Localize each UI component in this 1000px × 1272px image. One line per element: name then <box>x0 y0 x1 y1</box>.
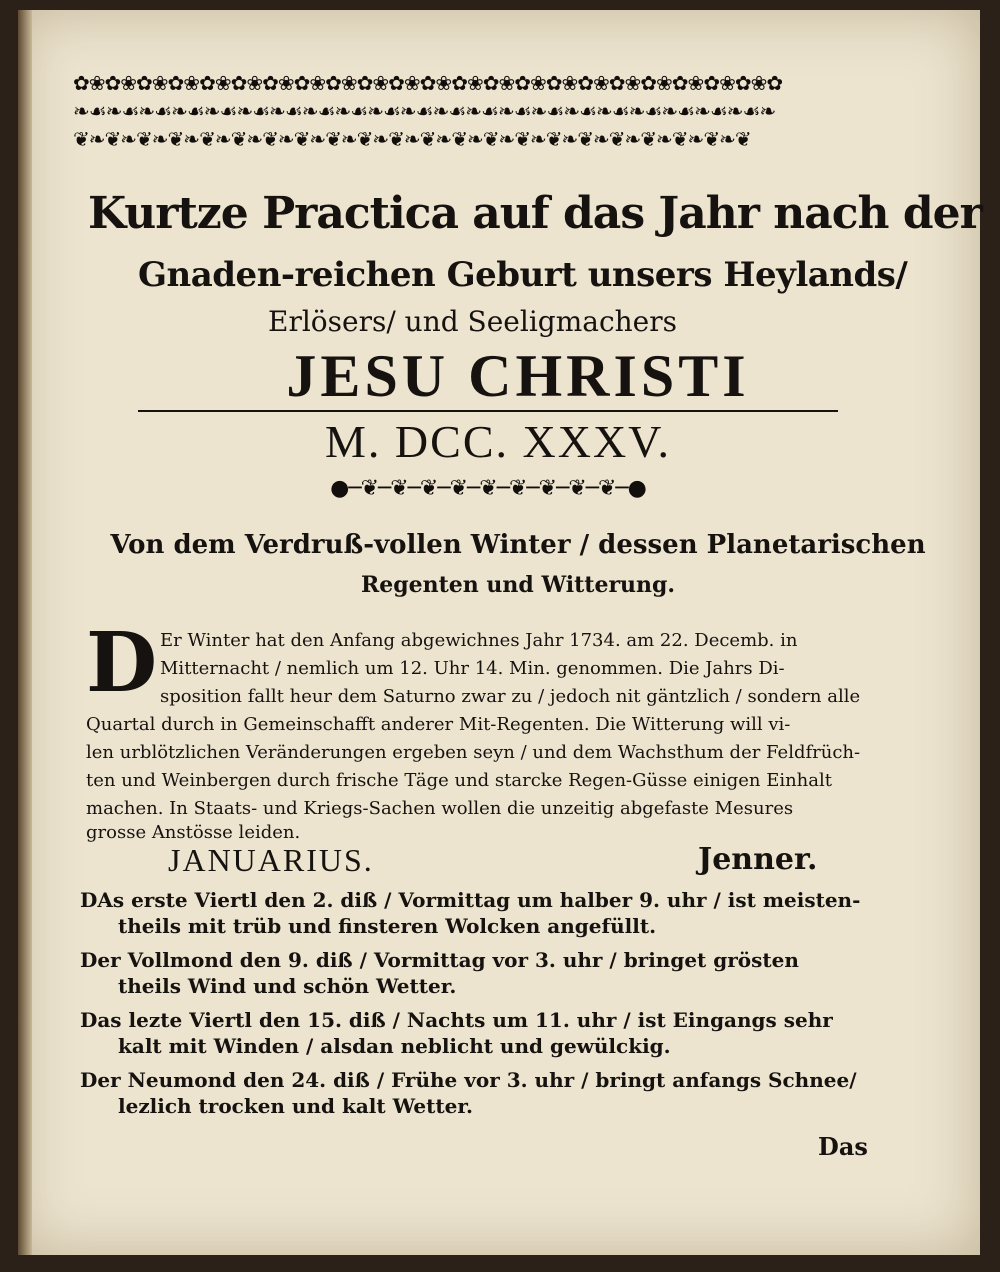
section-heading: Von dem Verdruß-vollen Winter / dessen Planetarischen <box>110 530 926 560</box>
paragraph-line: Er Winter hat den Anfang abgewichnes Jahr 1734. am 22. Decemb. in <box>160 630 798 651</box>
ornament-row: ✿❀✿❀✿❀✿❀✿❀✿❀✿❀✿❀✿❀✿❀✿❀✿❀✿❀✿❀✿❀✿❀✿❀✿❀✿❀✿❀✿❀✿❀✿ <box>73 72 783 94</box>
ornament-row: ❦❧❦❧❦❧❦❧❦❧❦❧❦❧❦❧❦❧❦❧❦❧❦❧❦❧❦❧❦❧❦❧❦❧❦❧❦❧❦❧❦❧❦ <box>73 128 751 150</box>
paragraph-line: Quartal durch in Gemeinschafft anderer Mit-Regenten. Die Witterung will vi- <box>86 714 791 735</box>
paragraph-line: sposition fallt heur dem Saturno zwar zu / jedoch nit gäntzlich / sondern alle <box>160 686 861 707</box>
title-year: M. DCC. XXXV. <box>325 416 671 467</box>
month-entry-line: DAs erste Viertl den 2. diß / Vormittag um halber 9. uhr / ist meisten- <box>80 888 861 912</box>
paragraph-line: ten und Weinbergen durch frische Täge und starcke Regen-Güsse einigen Einhalt <box>86 770 832 791</box>
month-latin: JANUARIUS. <box>168 842 374 878</box>
section-subheading: Regenten und Witterung. <box>360 572 676 598</box>
book-page <box>18 10 980 1255</box>
paragraph-line: machen. In Staats- und Kriegs-Sachen wollen die unzeitig abgefaste Mesures <box>86 798 794 819</box>
drop-cap: D <box>86 615 158 711</box>
month-entry-line: theils mit trüb und finsteren Wolcken angefüllt. <box>118 914 657 938</box>
paragraph-line: Mitternacht / nemlich um 12. Uhr 14. Min. genommen. Die Jahrs Di- <box>160 658 785 679</box>
ornament-divider: ●─❦─❦─❦─❦─❦─❦─❦─❦─❦─● <box>330 478 646 500</box>
ornament-row: ❧☙❧☙❧☙❧☙❧☙❧☙❧☙❧☙❧☙❧☙❧☙❧☙❧☙❧☙❧☙❧☙❧☙❧☙❧☙❧☙❧☙❧ <box>73 100 776 122</box>
month-entry-line: theils Wind und schön Wetter. <box>118 974 457 998</box>
binding-gutter <box>18 10 32 1255</box>
title-line-1: Kurtze Practica auf das Jahr nach der <box>88 188 982 239</box>
title-line-3: Erlösers/ und Seeligmachers <box>268 305 677 338</box>
title-line-2: Gnaden-reichen Geburt unsers Heylands/ <box>138 255 908 295</box>
month-entry-line: Das lezte Viertl den 15. diß / Nachts um 11. uhr / ist Eingangs sehr <box>80 1008 833 1032</box>
paragraph-line: grosse Anstösse leiden. <box>86 822 301 843</box>
catchword: Das <box>818 1132 868 1161</box>
month-entry-line: lezlich trocken und kalt Wetter. <box>118 1094 473 1118</box>
month-entry-line: Der Neumond den 24. diß / Frühe vor 3. uhr / bringt anfangs Schnee/ <box>80 1068 857 1092</box>
month-entry-line: kalt mit Winden / alsdan neblicht und gewülckig. <box>118 1034 671 1058</box>
month-german: Jenner. <box>698 842 818 877</box>
title-name: JESU CHRISTI <box>286 343 750 409</box>
month-entry-line: Der Vollmond den 9. diß / Vormittag vor 3. uhr / bringet grösten <box>80 948 799 972</box>
title-rule <box>138 410 838 412</box>
paragraph-line: len urblötzlichen Veränderungen ergeben seyn / und dem Wachsthum der Feldfrüch- <box>86 742 861 763</box>
